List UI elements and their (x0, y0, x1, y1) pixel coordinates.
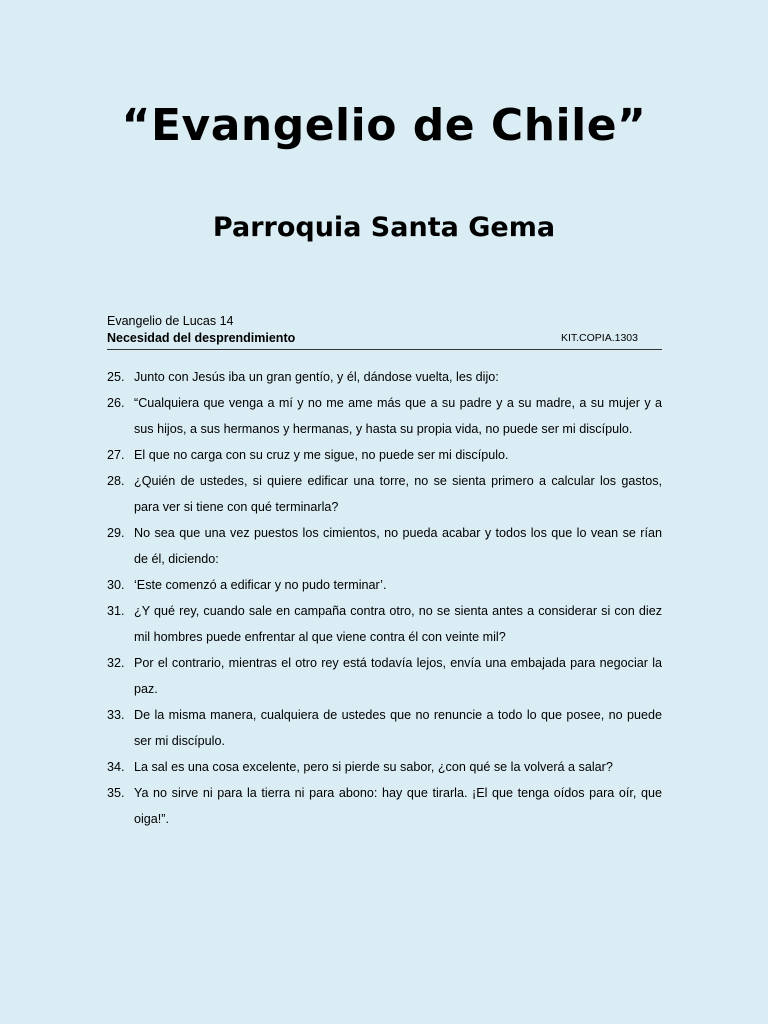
verse-text: ¿Quién de ustedes, si quiere edificar una torre, no se sienta primero a calcular los gastos, para ver si tiene con qué terminarla? (134, 474, 662, 514)
verse-number: 33. (107, 708, 125, 722)
section-header-row (107, 330, 662, 350)
book-reference: Evangelio de Lucas 14 (107, 314, 234, 328)
verse-number: 35. (107, 786, 125, 800)
verse-number: 25. (107, 370, 125, 384)
verse-item (107, 650, 662, 702)
verse-text: ¿Y qué rey, cuando sale en campaña contra otro, no se sienta antes a considerar si con diez mil hombres puede enfrentar al que viene contra él con veinte mil? (134, 604, 662, 644)
verse-number: 32. (107, 656, 125, 670)
verse-number: 34. (107, 760, 125, 774)
verse-item (107, 598, 662, 650)
verse-item (107, 390, 662, 442)
verse-item (107, 754, 662, 780)
verse-number: 28. (107, 474, 125, 488)
verse-text: Junto con Jesús iba un gran gentío, y él, dándose vuelta, les dijo: (134, 370, 499, 384)
verse-text: “Cualquiera que venga a mí y no me ame más que a su padre y a su madre, a su mujer y a sus hijos, a sus hermanos y hermanas, y hasta su propia vida, no puede ser mi discípulo. (134, 396, 662, 436)
verse-item (107, 468, 662, 520)
section-title: Necesidad del desprendimiento (107, 331, 296, 345)
document-code: KIT.COPIA.1303 (560, 332, 638, 344)
document-subtitle: Parroquia Santa Gema (212, 212, 556, 243)
verse-item (107, 520, 662, 572)
document-title: “Evangelio de Chile” (121, 100, 647, 151)
verse-number: 31. (107, 604, 125, 618)
verse-item (107, 442, 662, 468)
verse-text: Ya no sirve ni para la tierra ni para abono: hay que tirarla. ¡El que tenga oídos para oír, que oiga!”. (134, 786, 662, 826)
verse-number: 27. (107, 448, 125, 462)
verse-text: La sal es una cosa excelente, pero si pierde su sabor, ¿con qué se la volverá a salar? (134, 760, 613, 774)
verse-text: Por el contrario, mientras el otro rey está todavía lejos, envía una embajada para negociar la paz. (134, 656, 662, 696)
verse-item (107, 702, 662, 754)
gospel-header (107, 312, 662, 350)
verse-number: 30. (107, 578, 125, 592)
verse-item (107, 572, 662, 598)
verse-item (107, 780, 662, 832)
verse-text: No sea que una vez puestos los cimientos, no pueda acabar y todos los que lo vean se rían de él, diciendo: (134, 526, 662, 566)
verse-number: 26. (107, 396, 125, 410)
verse-text: El que no carga con su cruz y me sigue, no puede ser mi discípulo. (134, 448, 509, 462)
verse-number: 29. (107, 526, 125, 540)
verse-text: De la misma manera, cualquiera de ustedes que no renuncie a todo lo que posee, no puede ser mi discípulo. (134, 708, 662, 748)
verse-item (107, 364, 662, 390)
verse-text: ‘Este comenzó a edificar y no pudo terminar’. (134, 578, 387, 592)
verse-list (107, 364, 662, 832)
